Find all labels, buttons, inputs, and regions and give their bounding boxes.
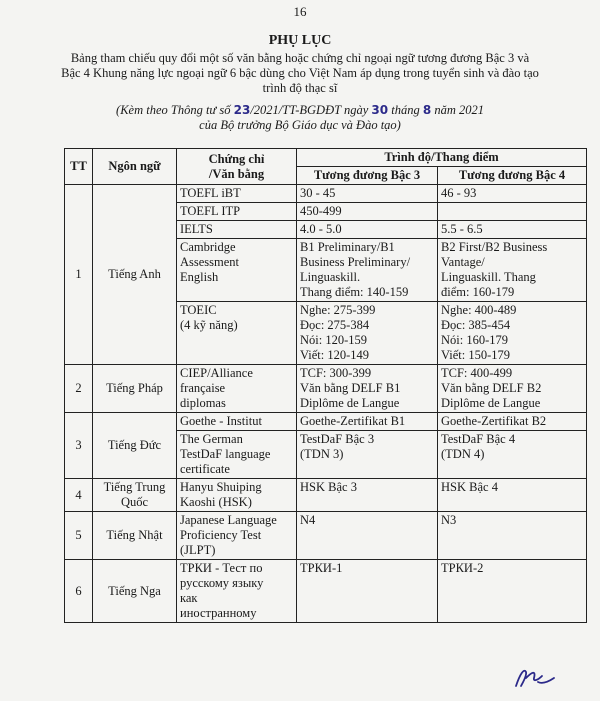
table-row: [65, 560, 587, 623]
level3-line: Nghe: 275-399: [300, 303, 376, 317]
cell-tt: 2: [65, 365, 93, 413]
level3-line: TestDaF Bậc 3: [300, 432, 375, 446]
header-level3: Tương đương Bậc 3: [297, 167, 438, 185]
certificate-line: русскому языку: [180, 576, 264, 590]
decree-mid: /2021/TT-BGDĐT ngày: [250, 103, 369, 117]
cell-level4: [438, 365, 587, 413]
cell-level3: [297, 365, 438, 413]
cell-level4: [438, 302, 587, 365]
cell-tt: 3: [65, 413, 93, 479]
level4-line: 5.5 - 6.5: [441, 222, 483, 236]
certificate-line: certificate: [180, 462, 230, 476]
certificate-line: diplomas: [180, 396, 226, 410]
table-row: [65, 365, 587, 413]
level4-line: TCF: 400-499: [441, 366, 513, 380]
cell-tt: 4: [65, 479, 93, 512]
cell-level3: [297, 479, 438, 512]
cell-certificate: [177, 431, 297, 479]
cell-certificate: [177, 413, 297, 431]
cell-level4: [438, 239, 587, 302]
level4-line: Văn bằng DELF B2: [441, 381, 542, 395]
header-certificate: [177, 149, 297, 185]
certificate-line: ТРКИ - Тест по: [180, 561, 263, 575]
level4-line: HSK Bậc 4: [441, 480, 498, 494]
certificate-line: (JLPT): [180, 543, 216, 557]
handwritten-initials-icon: [512, 664, 558, 695]
cell-level4: [438, 185, 587, 203]
level4-line: Nói: 160-179: [441, 333, 509, 347]
table-row: [65, 413, 587, 431]
appendix-title: PHỤ LỤC: [268, 33, 332, 48]
level3-line: Thang điểm: 140-159: [300, 285, 409, 299]
level3-line: HSK Bậc 3: [300, 480, 357, 494]
decree-month-handwritten: 8: [422, 103, 432, 117]
level4-line: Diplôme de Langue: [441, 396, 541, 410]
cell-level3: [297, 512, 438, 560]
level3-line: Goethe-Zertifikat B1: [300, 414, 406, 428]
decree-issuer: của Bộ trưởng Bộ Giáo dục và Đào tạo): [199, 118, 401, 132]
certificate-line: English: [180, 270, 219, 284]
cell-language: Tiếng Anh: [93, 185, 177, 365]
certificate-line: The German: [180, 432, 243, 446]
header-certificate-line2: /Văn bằng: [208, 166, 265, 181]
certificate-line: TOEFL ITP: [180, 204, 241, 218]
cell-tt: 1: [65, 185, 93, 365]
decree-month-label: tháng: [391, 103, 420, 117]
cell-certificate: [177, 239, 297, 302]
level4-line: B2 First/B2 Business: [441, 240, 548, 254]
cell-certificate: [177, 221, 297, 239]
certificate-line: Hanyu Shuiping: [180, 480, 262, 494]
cell-language: Tiếng Trung Quốc: [93, 479, 177, 512]
level3-line: N4: [300, 513, 316, 527]
certificate-line: Cambridge: [180, 240, 236, 254]
level3-line: 4.0 - 5.0: [300, 222, 342, 236]
level4-line: Vantage/: [441, 255, 485, 269]
cell-level4: [438, 413, 587, 431]
cell-certificate: [177, 479, 297, 512]
level3-line: 450-499: [300, 204, 342, 218]
decree-year-label: năm 2021: [434, 103, 484, 117]
level3-line: Đọc: 275-384: [300, 318, 370, 332]
cell-language: Tiếng Nhật: [93, 512, 177, 560]
certificate-line: (4 kỹ năng): [180, 318, 238, 332]
cell-certificate: [177, 512, 297, 560]
level4-line: Đọc: 385-454: [441, 318, 511, 332]
cell-certificate: [177, 185, 297, 203]
certificate-line: française: [180, 381, 226, 395]
cell-certificate: [177, 203, 297, 221]
decree-number-handwritten: 23: [233, 103, 251, 117]
level4-line: Nghe: 400-489: [441, 303, 517, 317]
cell-certificate: [177, 560, 297, 623]
document-title: Bảng tham chiếu quy đổi một số văn bằng hoặc chứng chỉ ngoại ngữ tương đương Bậc 3 và Bậc 4 Khung năng lực ngoại ngữ 6 bậc dùng cho Việt Nam áp dụng trong tuyển sinh và đào tạo trình độ thạc sĩ: [61, 51, 539, 95]
decree-reference: [40, 103, 560, 133]
cell-level3: [297, 221, 438, 239]
level4-line: (TDN 4): [441, 447, 485, 461]
header-tt: TT: [65, 149, 93, 185]
cell-language: Tiếng Đức: [93, 413, 177, 479]
table-row: [65, 479, 587, 512]
cell-level3: [297, 302, 438, 365]
certificate-line: Kaoshi (HSK): [180, 495, 252, 509]
cell-tt: 6: [65, 560, 93, 623]
certificate-line: Goethe - Institut: [180, 414, 262, 428]
cell-certificate: [177, 302, 297, 365]
level3-line: (TDN 3): [300, 447, 344, 461]
level4-line: điểm: 160-179: [441, 285, 515, 299]
certificate-line: как: [180, 591, 198, 605]
cell-level3: [297, 431, 438, 479]
level3-line: Văn bằng DELF B1: [300, 381, 401, 395]
certificate-line: Proficiency Test: [180, 528, 262, 542]
reference-table: [64, 148, 587, 623]
table-row: [65, 185, 587, 203]
level3-line: Diplôme de Langue: [300, 396, 400, 410]
table-body: [65, 185, 587, 623]
certificate-line: IELTS: [180, 222, 213, 236]
header-language: Ngôn ngữ: [93, 149, 177, 185]
cell-level3: [297, 560, 438, 623]
level3-line: B1 Preliminary/B1: [300, 240, 395, 254]
cell-level4: [438, 221, 587, 239]
certificate-line: иностранному: [180, 606, 257, 620]
header-certificate-line1: Chứng chỉ: [208, 151, 265, 166]
level4-line: TestDaF Bậc 4: [441, 432, 516, 446]
level4-line: N3: [441, 513, 457, 527]
certificate-line: TOEFL iBT: [180, 186, 241, 200]
header-level4: Tương đương Bậc 4: [438, 167, 587, 185]
level3-line: Business Preliminary/: [300, 255, 411, 269]
level4-line: Viết: 150-179: [441, 348, 511, 362]
cell-level4: [438, 431, 587, 479]
page-number: 16: [293, 4, 307, 19]
level3-line: ТРКИ-1: [300, 561, 343, 575]
certificate-line: CIEP/Alliance: [180, 366, 253, 380]
decree-day-handwritten: 30: [371, 103, 389, 117]
cell-level4: [438, 560, 587, 623]
cell-language: Tiếng Nga: [93, 560, 177, 623]
level3-line: Viết: 120-149: [300, 348, 370, 362]
cell-certificate: [177, 365, 297, 413]
header-level-group: Trình độ/Thang điểm: [297, 149, 587, 167]
level3-line: Linguaskill.: [300, 270, 361, 284]
level3-line: 30 - 45: [300, 186, 336, 200]
level4-line: 46 - 93: [441, 186, 477, 200]
certificate-line: Assessment: [180, 255, 240, 269]
level4-line: Linguaskill. Thang: [441, 270, 536, 284]
cell-level4: [438, 479, 587, 512]
cell-level3: [297, 239, 438, 302]
table-row: [65, 512, 587, 560]
table-header-row: [65, 149, 587, 167]
level4-line: Goethe-Zertifikat B2: [441, 414, 547, 428]
level3-line: Nói: 120-159: [300, 333, 368, 347]
decree-prefix: (Kèm theo Thông tư số: [116, 103, 231, 117]
cell-level4: [438, 512, 587, 560]
certificate-line: TestDaF language: [180, 447, 271, 461]
level3-line: TCF: 300-399: [300, 366, 372, 380]
cell-level3: [297, 203, 438, 221]
cell-tt: 5: [65, 512, 93, 560]
cell-level3: [297, 185, 438, 203]
level4-line: ТРКИ-2: [441, 561, 484, 575]
cell-language: Tiếng Pháp: [93, 365, 177, 413]
certificate-line: TOEIC: [180, 303, 217, 317]
cell-level4: [438, 203, 587, 221]
certificate-line: Japanese Language: [180, 513, 277, 527]
cell-level3: [297, 413, 438, 431]
